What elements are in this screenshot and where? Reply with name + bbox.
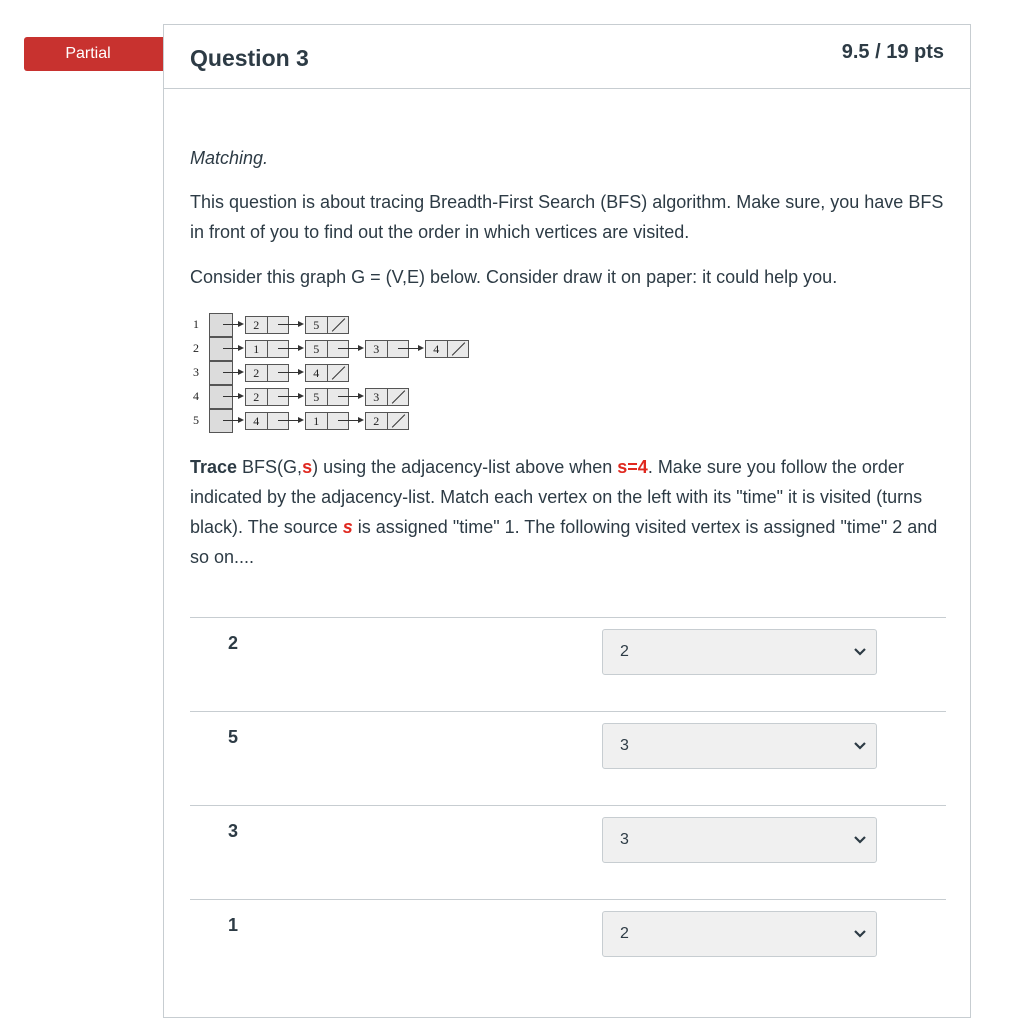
trace-text-4: is assigned "time" 1. The following visited vertex is assigned "time" 2 and so on.... [190, 517, 938, 567]
partial-badge-label: Partial [65, 45, 111, 62]
trace-text-2: ) using the adjacency-list above when [312, 457, 618, 477]
adjacency-node-value: 1 [306, 413, 328, 429]
matching-list [190, 617, 946, 993]
adjacency-arrow-icon [223, 396, 242, 397]
match-vertex-label: 2 [228, 633, 239, 653]
match-answer-select[interactable] [602, 723, 877, 769]
next-pointer-cell [268, 341, 289, 357]
adjacency-node-value: 5 [306, 317, 328, 333]
trace-s-italic: s [342, 517, 353, 537]
question-type-label: Matching. [190, 148, 269, 168]
match-answer-value: 3 [620, 737, 629, 754]
adjacency-list-figure [190, 313, 490, 433]
adjacency-node-value: 4 [426, 341, 448, 357]
adjacency-arrow-icon [223, 372, 242, 373]
adjacency-node-value: 5 [306, 341, 328, 357]
trace-instructions [190, 452, 945, 572]
next-pointer-cell [268, 365, 289, 381]
adjacency-row [190, 409, 490, 433]
adjacency-node-value: 2 [366, 413, 388, 429]
next-pointer-cell [328, 341, 349, 357]
adjacency-arrow-icon [278, 324, 302, 325]
adjacency-node-value: 1 [246, 341, 268, 357]
question-title: Question 3 [190, 45, 309, 71]
null-pointer-icon [448, 341, 469, 357]
adjacency-node-value: 3 [366, 389, 388, 405]
match-vertex-label: 3 [228, 821, 239, 841]
graph-paragraph: Consider this graph G = (V,E) below. Consider draw it on paper: it could help you. [190, 267, 838, 287]
adjacency-node [365, 388, 409, 406]
adjacency-row [190, 385, 490, 409]
adjacency-row [190, 337, 490, 361]
next-pointer-cell [268, 317, 289, 333]
chevron-down-icon [852, 831, 868, 847]
trace-paragraph [190, 452, 945, 572]
next-pointer-cell [268, 413, 289, 429]
match-row [190, 617, 946, 711]
adjacency-arrow-icon [278, 348, 302, 349]
adjacency-arrow-icon [398, 348, 422, 349]
adjacency-row [190, 313, 490, 337]
adjacency-vertex-label: 3 [193, 365, 199, 379]
adjacency-head-cell [209, 385, 233, 409]
chevron-down-icon [852, 925, 868, 941]
trace-keyword: Trace [190, 457, 238, 477]
adjacency-arrow-icon [278, 396, 302, 397]
adjacency-node-value: 4 [306, 365, 328, 381]
match-vertex-label: 5 [228, 727, 239, 747]
match-answer-value: 2 [620, 643, 629, 660]
adjacency-node [305, 316, 349, 334]
match-row [190, 899, 946, 993]
question-card [163, 24, 971, 1018]
adjacency-node [245, 388, 289, 406]
trace-s-equals-4: s=4 [617, 457, 648, 477]
adjacency-node-value: 5 [306, 389, 328, 405]
next-pointer-cell [268, 389, 289, 405]
trace-s: s [302, 457, 313, 477]
match-answer-select[interactable] [602, 817, 877, 863]
adjacency-arrow-icon [338, 420, 362, 421]
trace-text-3: . Make sure you follow the order indicated by the adjacency-list. Match each vertex on the left with its "time" it is visited (turns black). The source [190, 457, 923, 537]
match-row [190, 805, 946, 899]
adjacency-node [425, 340, 469, 358]
adjacency-node [245, 316, 289, 334]
adjacency-arrow-icon [338, 348, 362, 349]
trace-text-1: BFS(G, [237, 457, 303, 477]
adjacency-head-cell [209, 313, 233, 337]
adjacency-node [245, 412, 289, 430]
adjacency-node-value: 3 [366, 341, 388, 357]
question-points: 9.5 / 19 pts [841, 41, 944, 63]
adjacency-vertex-label: 4 [193, 389, 199, 403]
adjacency-arrow-icon [278, 372, 302, 373]
adjacency-node-value: 2 [246, 317, 268, 333]
intro-paragraph: This question is about tracing Breadth-First Search (BFS) algorithm. Make sure, you have BFS in front of you to find out the order in which vertices are visited. [190, 192, 944, 242]
question-body [190, 143, 945, 292]
adjacency-arrow-icon [223, 324, 242, 325]
null-pointer-icon [388, 413, 409, 429]
question-header [164, 25, 970, 89]
adjacency-node-value: 2 [246, 389, 268, 405]
chevron-down-icon [852, 643, 868, 659]
adjacency-node [305, 364, 349, 382]
adjacency-node [305, 388, 349, 406]
adjacency-arrow-icon [223, 348, 242, 349]
adjacency-node [245, 340, 289, 358]
adjacency-node-value: 4 [246, 413, 268, 429]
adjacency-head-cell [209, 337, 233, 361]
adjacency-arrow-icon [278, 420, 302, 421]
adjacency-node [305, 412, 349, 430]
adjacency-vertex-label: 1 [193, 317, 199, 331]
adjacency-head-cell [209, 361, 233, 385]
adjacency-node [365, 412, 409, 430]
adjacency-vertex-label: 2 [193, 341, 199, 355]
next-pointer-cell [328, 389, 349, 405]
next-pointer-cell [388, 341, 409, 357]
chevron-down-icon [852, 737, 868, 753]
adjacency-row [190, 361, 490, 385]
adjacency-node-value: 2 [246, 365, 268, 381]
match-answer-value: 2 [620, 925, 629, 942]
match-vertex-label: 1 [228, 915, 239, 935]
partial-badge [24, 37, 166, 71]
match-answer-value: 3 [620, 831, 629, 848]
match-answer-select[interactable] [602, 629, 877, 675]
adjacency-vertex-label: 5 [193, 413, 199, 427]
null-pointer-icon [328, 365, 349, 381]
adjacency-arrow-icon [338, 396, 362, 397]
adjacency-node [365, 340, 409, 358]
null-pointer-icon [328, 317, 349, 333]
match-row [190, 711, 946, 805]
adjacency-arrow-icon [223, 420, 242, 421]
adjacency-head-cell [209, 409, 233, 433]
adjacency-node [305, 340, 349, 358]
next-pointer-cell [328, 413, 349, 429]
match-answer-select[interactable] [602, 911, 877, 957]
null-pointer-icon [388, 389, 409, 405]
adjacency-node [245, 364, 289, 382]
